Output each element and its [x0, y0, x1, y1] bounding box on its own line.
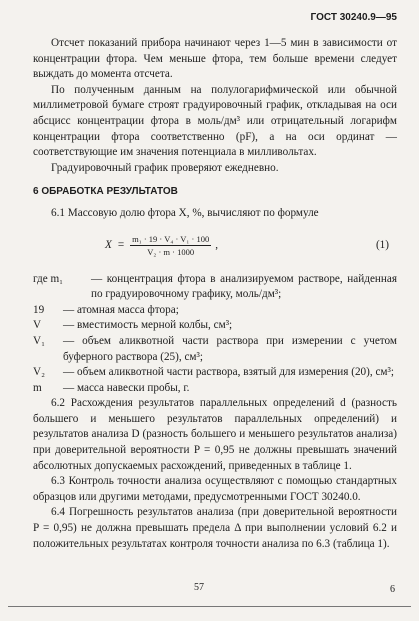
clause-6-4: 6.4 Погрешность результатов анализа (при доверительной вероятности P = 0,95) не должна превышать предела Δ при выполнении условий 6.2 и положительных результатах контроля точности анализа по 6.3 (таблица 1). [33, 506, 397, 550]
clause-6-1: 6.1 Массовую долю фтора X, %, вычисляют по формуле [51, 206, 319, 219]
definition-item [33, 334, 397, 365]
clause-6-2: 6.2 Расхождения результатов параллельных определений d (разность большего и меньшего результатов параллельных определений) и результатов анализа D (разность большего и меньшего результатов анализа) при доверительной вероятности P = 0,95 не должны превышать значений абсолютных допускаемых расхождений, приведенных в таблице 1. [33, 397, 397, 472]
definition-item [33, 381, 397, 397]
formula-fraction [130, 233, 211, 258]
definition-symbol: 19 [33, 303, 45, 316]
formula-number: (1) [375, 238, 389, 251]
definition-item [33, 318, 397, 334]
definition-symbol: V₁ [33, 334, 45, 347]
definition-symbol: где m₁ [33, 272, 64, 285]
formula-equals: = [117, 238, 125, 251]
paragraph-daily-check: Градуировочный график проверяют ежедневно. [51, 161, 279, 174]
clause-6-3: 6.3 Контроль точности анализа осуществляют с помощью стандартных образцов или другими методами, предусмотренными ГОСТ 30240.0. [33, 475, 397, 503]
definition-item [33, 272, 397, 303]
definition-text: — объем аликвотной части раствора при измерении с учетом буферного раствора (25), см³; [63, 334, 397, 363]
paragraph-calibration-graph: По полученным данным на полулогарифмической или обычной миллиметровой бумаге строят градуировочный график, откладывая на оси абсцисс концентрации фтора в моль/дм³ или отрицательный логарифм концентрации фтора соответственно (pF), а на оси ординат — соответствующие им значения потенциала в милливольтах. [33, 83, 397, 159]
formula-denominator: V₂ · m · 1000 [147, 247, 195, 258]
formula-comma: , [215, 238, 218, 251]
definition-text: — объем аликвотной части раствора, взятый для измерения (20), см³; [63, 366, 394, 379]
definition-symbol: m [33, 381, 42, 394]
definition-text: — вместимость мерной колбы, см³; [63, 319, 233, 332]
sheet-number: 6 [390, 584, 395, 595]
document-body [33, 36, 397, 552]
definition-text: — атомная масса фтора; [63, 303, 179, 316]
footer-rule [8, 606, 411, 607]
page-number: 57 [194, 582, 204, 593]
definition-text: — масса навески пробы, г. [63, 381, 190, 394]
formula-1 [33, 224, 397, 268]
definition-symbol: V₂ [33, 366, 45, 379]
formula-lhs: X [105, 238, 112, 251]
definition-item [33, 303, 397, 319]
formula-numerator: m₁ · 19 · V₄ · V₁ · 100 [132, 234, 210, 245]
definitions-list [33, 272, 397, 397]
standard-header: ГОСТ 30240.9—95 [310, 12, 397, 23]
definition-item [33, 365, 397, 381]
section-title: 6 ОБРАБОТКА РЕЗУЛЬТАТОВ [33, 186, 178, 198]
definition-text: — концентрация фтора в анализируемом растворе, найденная по градуировочному графику, моль/дм³; [91, 272, 397, 301]
paragraph-reading-time: Отсчет показаний прибора начинают через 1—5 мин в зависимости от концентрации фтора. Чем меньше фтора, тем больше времени следует выждать до момента отсчета. [33, 37, 397, 81]
definition-symbol: V [33, 319, 42, 332]
